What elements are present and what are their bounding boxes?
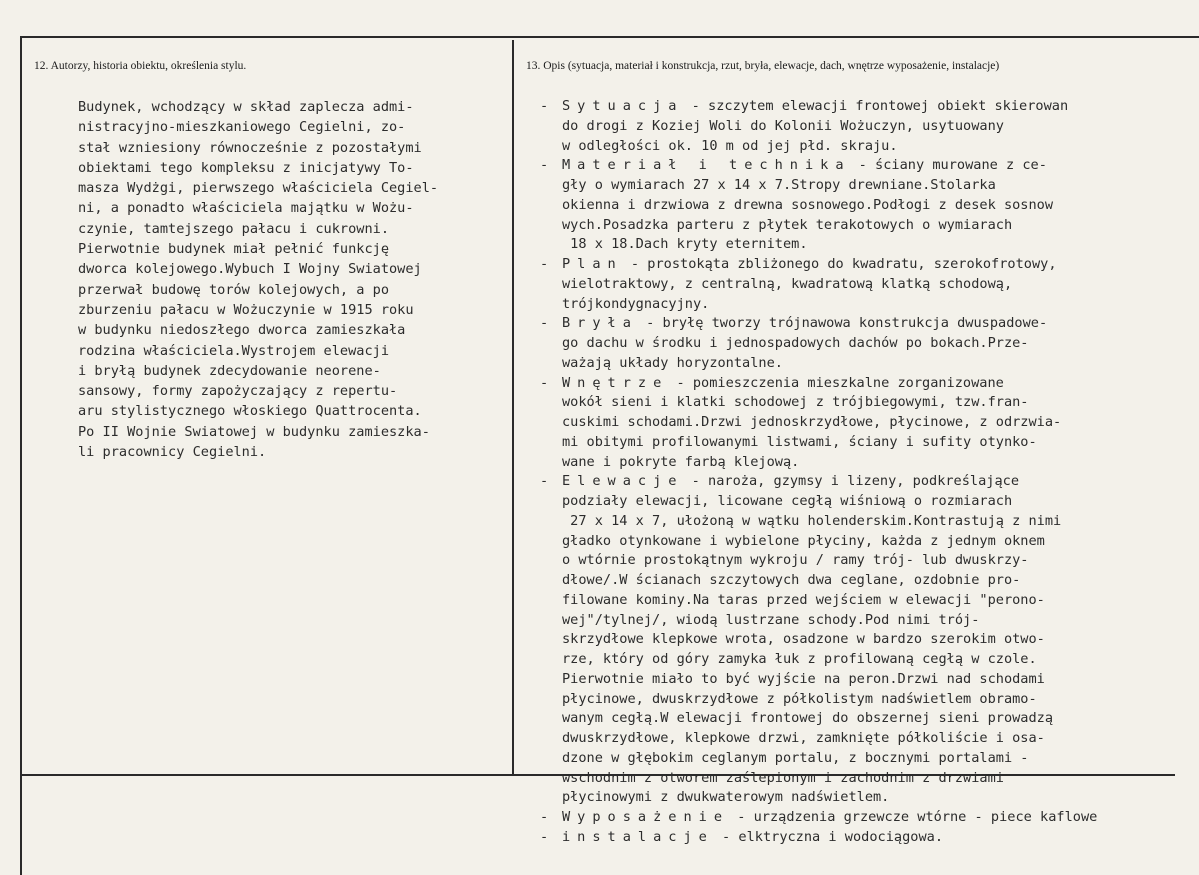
description-item-instalacje xyxy=(540,828,1198,848)
description-list xyxy=(540,97,1198,848)
description-item-plan xyxy=(540,255,1198,314)
item-heading: Bryła xyxy=(562,315,638,332)
item-text: - prostokąta zbliżonego do kwadratu, szerokofrotowy, wielotraktowy, z centralną, kwadratową klatką schodową, trójkondygnacyjny. xyxy=(562,256,1057,312)
field-13-label: 13. Opis (sytuacja, materiał i konstrukcja, rzut, bryła, elewacje, dach, wnętrze wyposażenie, instalacje) xyxy=(526,60,1000,72)
field-12-label: 12. Autorzy, historia obiektu, określenia stylu. xyxy=(34,60,247,72)
item-dash: - xyxy=(540,157,549,174)
item-text: - naroża, gzymsy i lizeny, podkreślające podziały elewacji, licowane cegłą wiśniową o rozmiarach 27 x 14 x 7, ułożoną w wątku holenderskim.Kontrastują z nimi gładko otynkowane i wybielone płyciny, każda z jednym oknem o wtórnie prostokątnym wykroju / ramy trój- lub dwuskrzy- dłowe/.W ścianach szczytowych dwa ceglane, ozdobnie pro- filowane kominy.Na taras przed wejściem w elewacji "perono- wej"/tylnej/, wiodą lustrzane schody.Pod nimi trój- skrzydłowe klepkowe wrota, osadzone w bardzo szerokim otwo- rze, który od góry zamyka łuk z profilowaną cegłą w czole. Pierwotnie miało to być wyjście na peron.Drzwi nad schodami płycinowe, dwuskrzydłowe z półkolistym nadświetlem obramo- wanym cegłą.W elewacji frontowej do obszernej sieni prowadzą dwuskrzydłowe, klepkowe drzwi, zamknięte półkoliście i osa- dzone w głębokim ceglanym portalu, z bocznymi portalami - wschodnim z otworem zaślepionym i zachodnim z drzwiami płycinowymi z dwukwaterowym nadświetlem. xyxy=(562,473,1062,806)
item-heading: Elewacje xyxy=(562,473,684,490)
item-heading: Materiał i technika xyxy=(562,157,851,174)
item-text: - pomieszczenia mieszkalne zorganizowane wokół sieni i klatki schodowej z trójbiegowymi, tzw.fran- cuskimi schodami.Drzwi jednoskrzydłowe, płycinowe, z odrzwia- mi obitymi profilowanymi listwami, ściany i sufity otynko- wane i pokryte farbą klejową. xyxy=(562,374,1062,470)
column-divider xyxy=(512,40,514,776)
history-text: Budynek, wchodzący w skład zaplecza admi- nistracyjno-mieszkaniowego Cegielni, zo- stał wzniesiony równocześnie z pozostałymi obiektami tego kompleksu z inicjatywy To- masza Wydżgi, pierwszego właściciela Cegiel- ni, a ponadto właściciela majątku w Wożu- czynie, tamtejszego pałacu i cukrowni. Pierwotnie budynek miał pełnić funkcję dworca kolejowego.Wybuch I Wojny Swiatowej przerwał budowę torów kolejowych, a po zburzeniu pałacu w Wożuczynie w 1915 roku w budynku niedoszłego dworca zamieszkała rodzina właściciela.Wystrojem elewacji i bryłą budynek zdecydowanie neorene- sansowy, formy zapożyczający z repertu- aru stylistycznego włoskiego Quattrocenta. Po II Wojnie Swiatowej w budynku zamieszka- li pracownicy Cegielni. xyxy=(78,99,439,461)
item-dash: - xyxy=(540,315,549,332)
item-dash: - xyxy=(540,374,549,391)
description-item-wyposazenie xyxy=(540,808,1198,828)
item-heading: Sytuacja xyxy=(562,98,684,114)
item-heading: Plan xyxy=(562,256,623,272)
item-text: - bryłę tworzy trójnawowa konstrukcja dwuspadowe- go dachu w środku i jednospadowych dachów po bokach.Prze- ważają układy horyzontalne. xyxy=(562,315,1048,371)
item-dash: - xyxy=(540,256,549,272)
description-item-sytuacja xyxy=(540,97,1198,156)
item-dash: - xyxy=(540,828,549,845)
description-item-elewacje xyxy=(540,472,1198,808)
item-heading: Wnętrze xyxy=(562,374,669,391)
item-text: - szczytem elewacji frontowej obiekt skierowan do drogi z Koziej Woli do Kolonii Wożuczyn, usytuowany w odległości ok. 10 m od jej płd. skraju. xyxy=(562,98,1069,154)
description-item-bryla xyxy=(540,314,1198,373)
item-dash: - xyxy=(540,809,549,825)
item-text: - urządzenia grzewcze wtórne - piece kaflowe xyxy=(729,809,1098,825)
item-heading: Wyposażenie xyxy=(562,809,730,825)
card-top-border xyxy=(20,36,1199,38)
item-dash: - xyxy=(540,98,549,114)
item-dash: - xyxy=(540,473,549,490)
card-left-border xyxy=(20,36,22,875)
item-text: - ściany murowane z ce- gły o wymiarach 27 x 14 x 7.Stropy drewniane.Stolarka okienna i drzwiowa z drewna sosnowego.Podłogi z desek sosnow wych.Posadzka parteru z płytek terakotowych o wymiarach 18 x 18.Dach kryty eternitem. xyxy=(562,157,1054,253)
item-text: - elktryczna i wodociągowa. xyxy=(713,828,943,845)
item-heading: instalacje xyxy=(562,828,714,845)
description-item-wnetrze xyxy=(540,374,1198,473)
description-item-material xyxy=(540,156,1198,255)
